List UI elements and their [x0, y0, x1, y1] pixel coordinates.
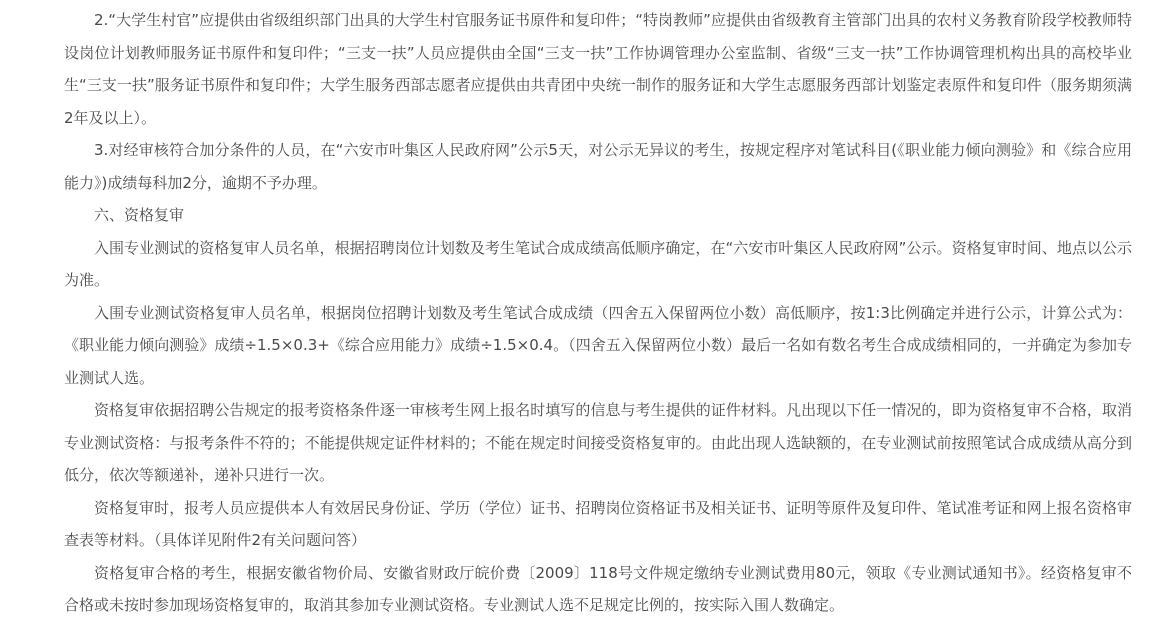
paragraph-test-fee: 资格复审合格的考生，根据安徽省物价局、安徽省财政厅皖价费〔2009〕118号文件规定缴纳专业测试费用80元，领取《专业测试通知书》。经资格复审不合格或未按时参加现场资格复审的，取消其参加专业测试资格。专业测试人选不足规定比例的，按实际入围人数确定。	[64, 563, 1132, 614]
paragraph-required-materials: 资格复审时，报考人员应提供本人有效居民身份证、学历（学位）证书、招聘岗位资格证书及相关证书、证明等原件及复印件、笔试准考证和网上报名资格审查表等材料。（具体详见附件2有关问题问答）	[64, 498, 1132, 549]
paragraph-review-criteria: 资格复审依据招聘公告规定的报考资格条件逐一审核考生网上报名时填写的信息与考生提供的证件材料。凡出现以下任一情况的，即为资格复审不合格，取消专业测试资格：与报考条件不符的；不能提供规定证件材料的；不能在规定时间接受资格复审的。由此出现人选缺额的，在专业测试前按照笔试合成成绩从高分到低分，依次等额递补，递补只进行一次。	[64, 401, 1132, 484]
paragraph-volunteer-certificates: 2.“大学生村官”应提供由省级组织部门出具的大学生村官服务证书原件和复印件；“特岗教师”应提供由省级教育主管部门出具的农村义务教育阶段学校教师特设岗位计划教师服务证书原件和复印件；“三支一扶”人员应提供由全国“三支一扶”工作协调管理办公室监制、省级“三支一扶”工作协调管理机构出具的高校毕业生“三支一扶”服务证书原件和复印件；大学生服务西部志愿者应提供由共青团中央统一制作的服务证和大学生志愿服务西部计划鉴定表原件和复印件（服务期须满2年及以上）。	[64, 11, 1132, 127]
section-heading-qualification-review: 六、资格复审	[94, 206, 185, 224]
paragraph-score-formula: 入围专业测试资格复审人员名单，根据岗位招聘计划数及考生笔试合成成绩（四舍五入保留两位小数）高低顺序，按1:3比例确定并进行公示，计算公式为：《职业能力倾向测验》成绩÷1.5×0.3+《综合应用能力》成绩÷1.5×0.4。（四舍五入保留两位小数）最后一名如有数名考生合成成绩相同的，一并确定为参加专业测试人选。	[64, 303, 1132, 387]
paragraph-review-list: 入围专业测试的资格复审人员名单，根据招聘岗位计划数及考生笔试合成成绩高低顺序确定，在“六安市叶集区人民政府网”公示。资格复审时间、地点以公示为准。	[64, 238, 1132, 289]
paragraph-bonus-points-publicity: 3.对经审核符合加分条件的人员，在“六安市叶集区人民政府网”公示5天，对公示无异议的考生，按规定程序对笔试科目(《职业能力倾向测验》和《综合应用能力》)成绩每科加2分，逾期不予办理。	[64, 141, 1132, 192]
